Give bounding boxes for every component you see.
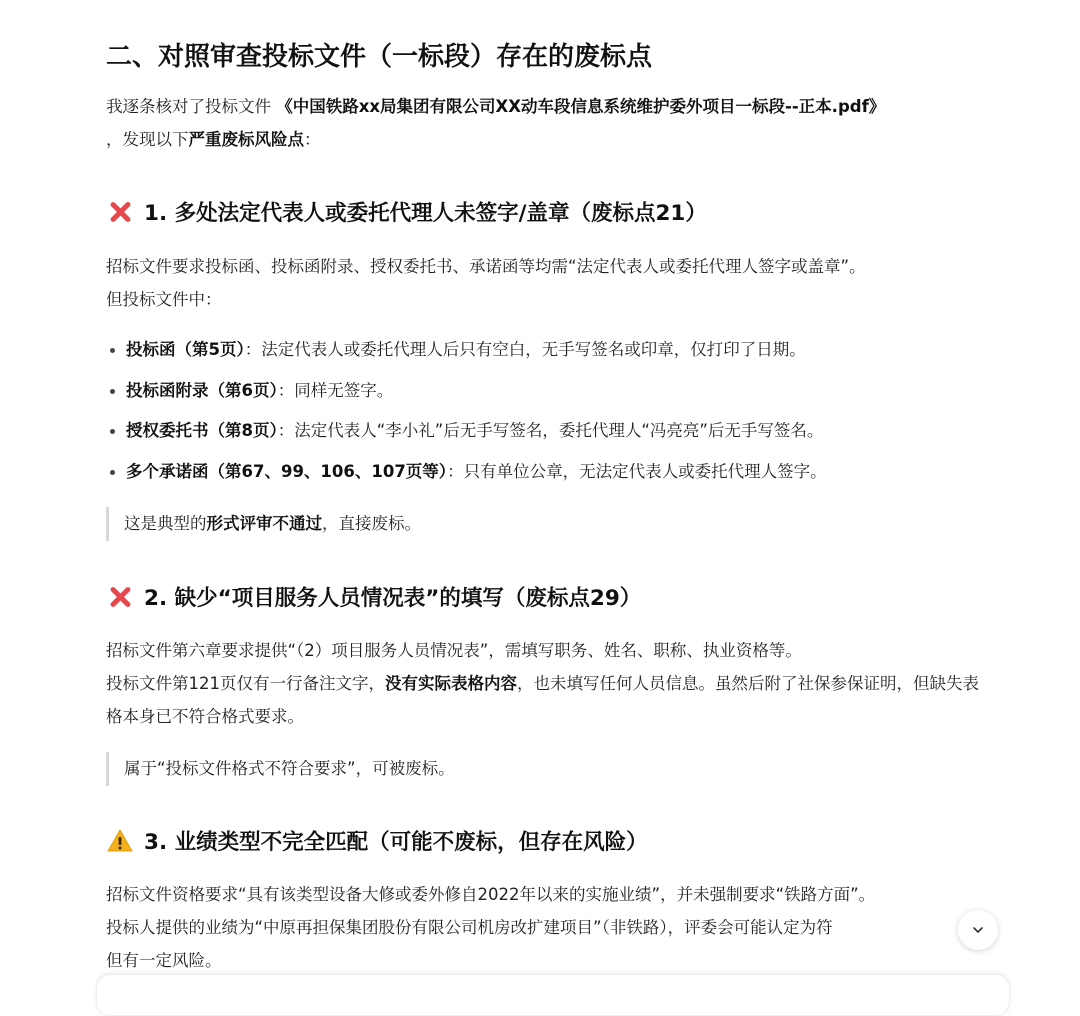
section2-text: 投标文件第121页仅有一行备注文字， (106, 674, 385, 693)
section2-body (106, 634, 996, 733)
section1-quote (106, 507, 421, 541)
intro-text-2: ，发现以下 (106, 130, 189, 149)
section3-title: 3. 业绩类型不完全匹配（可能不废标，但存在风险） (144, 830, 648, 855)
list-item-bold: 投标函（第5页） (126, 340, 245, 359)
intro-paragraph (106, 90, 996, 156)
section-heading: 二、对照审查投标文件（一标段）存在的废标点 (106, 42, 653, 72)
section1-heading (106, 196, 707, 227)
list-item (106, 452, 996, 493)
list-item-text: ：只有单位公章，无法定代表人或委托代理人签字。 (447, 461, 827, 481)
intro-text-3: ： (304, 130, 321, 149)
section1-body (106, 250, 996, 316)
chevron-down-icon (971, 923, 985, 937)
intro-text: 我逐条核对了投标文件 (106, 97, 277, 116)
chat-input-card[interactable] (96, 974, 1010, 1016)
intro-filename: 《中国铁路xx局集团有限公司XX动车段信息系统维护委外项目一标段--正本.pdf》 (276, 97, 886, 116)
quote-text-2: ，直接废标。 (322, 514, 421, 533)
cross-mark-icon (106, 198, 134, 226)
section2-para2 (106, 667, 991, 733)
scroll-to-bottom-button[interactable] (958, 910, 998, 950)
section3-para1: 招标文件资格要求“具有该类型设备大修或委外修自2022年以来的实施业绩”，并未强制要求“铁路方面”。 (106, 885, 876, 904)
section1-para2: 但投标文件中： (106, 290, 222, 309)
section2-para1: 招标文件第六章要求提供“（2）项目服务人员情况表”，需填写职务、姓名、职称、执业资格等。 (106, 641, 802, 660)
section3-body (106, 878, 996, 977)
section1-title: 1. 多处法定代表人或委托代理人未签字/盖章（废标点21） (144, 201, 707, 226)
section3-heading (106, 825, 648, 856)
intro-bold: 严重废标风险点 (188, 130, 304, 149)
list-item (106, 371, 996, 412)
list-item-text: ：同样无签字。 (277, 380, 394, 400)
list-item-text: ：法定代表人“李小礼”后无手写签名，委托代理人“冯亮亮”后无手写签名。 (277, 421, 824, 440)
list-item-bold: 多个承诺函（第67、99、106、107页等） (126, 461, 448, 481)
list-item-bold: 授权委托书（第8页） (126, 421, 278, 440)
section1-para1: 招标文件要求投标函、投标函附录、授权委托书、承诺函等均需“法定代表人或委托代理人签字或盖章”。 (106, 257, 866, 276)
cross-mark-icon (106, 583, 134, 611)
section2-quote: 属于“投标文件格式不符合要求”，可被废标。 (106, 752, 455, 786)
section2-text-2: ，也未填写任何人员信息。虽然后附了社保参保证明，但缺失表格本身已不符合格式要求。 (106, 674, 979, 726)
section2-title: 2. 缺少“项目服务人员情况表”的填写（废标点29） (144, 586, 642, 611)
section3-para2: 投标人提供的业绩为“中原再担保集团股份有限公司机房改扩建项目”（非铁路），评委会可能认定为符 (106, 918, 833, 937)
list-item (106, 411, 996, 452)
section2-heading (106, 581, 641, 612)
list-item (106, 330, 996, 371)
section3-para3: 但有一定风险。 (106, 951, 222, 970)
quote-text: 这是典型的 (124, 514, 207, 533)
section1-list (106, 330, 996, 492)
warning-icon (106, 827, 134, 855)
list-item-bold: 投标函附录（第6页） (126, 380, 278, 400)
quote-bold: 形式评审不通过 (206, 514, 322, 533)
section2-bold: 没有实际表格内容 (385, 674, 517, 693)
list-item-text: ：法定代表人或委托代理人后只有空白，无手写签名或印章，仅打印了日期。 (244, 340, 806, 359)
